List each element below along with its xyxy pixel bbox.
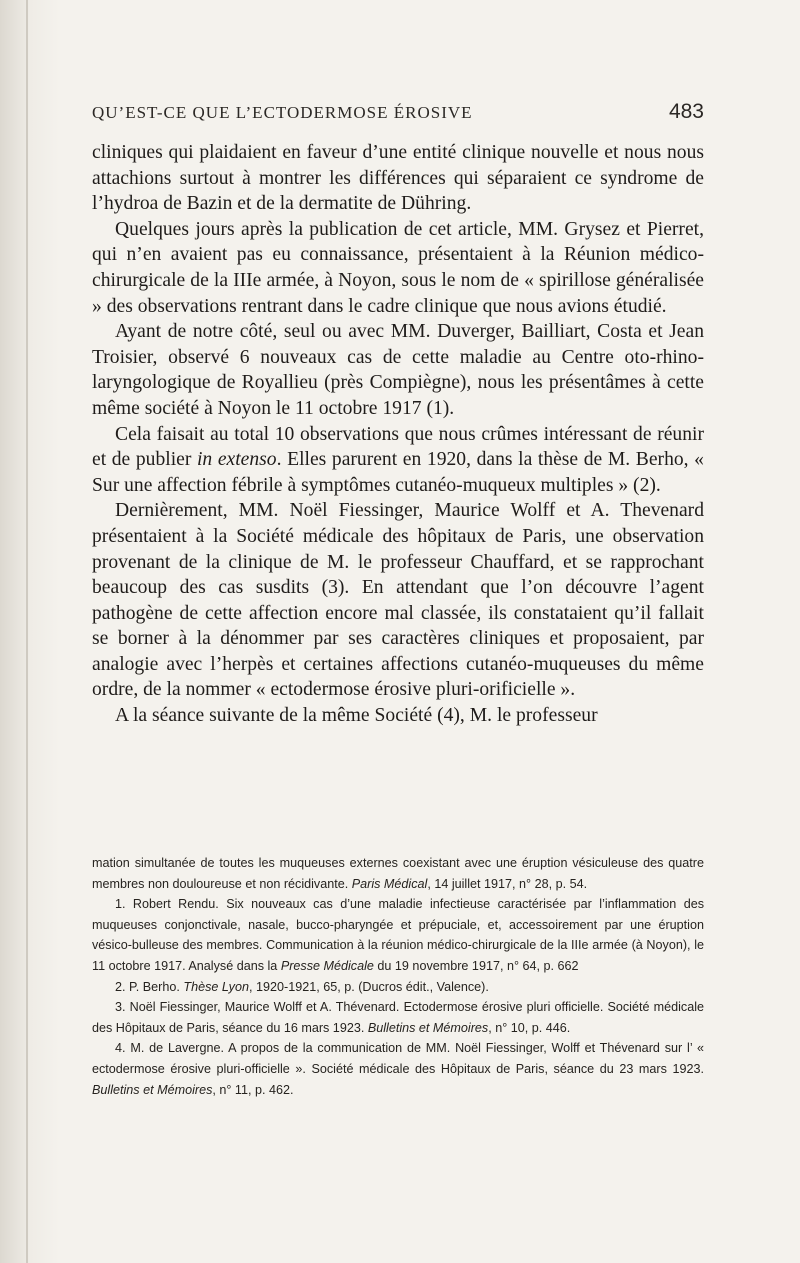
footnote-text: du 19 novembre 1917, n° 64, p. 662 [373,958,579,973]
paragraph: Quelques jours après la publication de cet article, MM. Grysez et Pierret, qui n’en avaient pas eu connaissance, présentaient à la Réunion médico-chirurgicale de la IIIe armée, à Noyon, sous le nom de « spirillose généralisée » des observations rentrant dans le cadre clinique que nous avions étudié. [92,218,704,317]
footnote-text: , n° 10, p. 446. [488,1020,571,1035]
italic-term: in extenso [196,449,277,471]
paragraph [92,422,704,499]
journal-title: Presse Médicale [280,958,374,973]
journal-title: Bulletins et Mémoires [92,1082,213,1097]
paragraph: A la séance suivante de la même Société (4), M. le professeur [115,705,598,727]
footnote-text: 1. Robert Rendu. Six nouveaux cas d’une maladie infectieuse caractérisée par l’inflammation des muqueuses conjonctivale, nasale, bucco-pharyngée et prépuciale, et, accessoirement par une éruption vésico-bulleuse des membres. Communication à la réunion médico-chirurgicale de la IIIe armée (à Noyon), le 11 octobre 1917. Analysé dans la [92,897,704,973]
main-text [92,140,704,729]
footnote-text: 3. Noël Fiessinger, Maurice Wolff et A. Thévenard. Ectodermose érosive pluri officielle. Société médicale des Hôpitaux de Paris, séance du 16 mars 1923. [92,1000,704,1035]
page-number: 483 [668,100,704,123]
footnote [92,997,704,1038]
paragraph: Ayant de notre côté, seul ou avec MM. Duverger, Bailliart, Costa et Jean Troisier, observé 6 nouveaux cas de cette maladie au Centre oto-rhino-laryngologique de Royallieu (près Compiègne), nous les présentâmes à cette même société à Noyon le 11 octobre 1917 (1). [92,321,704,419]
footnote [92,1038,704,1100]
footnote-text: , 14 juillet 1917, n° 28, p. 54. [427,876,588,891]
footnote-text: , 1920-1921, 65, p. (Ducros édit., Valence). [248,979,489,994]
journal-title: Bulletins et Mémoires [367,1020,489,1035]
running-header [92,100,704,132]
footnote-text: , n° 11, p. 462. [212,1082,294,1097]
journal-title: Paris Médical [351,876,428,891]
footnote-text: 4. M. de Lavergne. A propos de la communication de MM. Noël Fiessinger, Wolff et Thévenard sur l’ « ectodermose érosive pluri-officielle ». Société médicale des Hôpitaux de Paris, séance du 23 mars 1923. [92,1041,704,1076]
footnote [92,977,704,998]
footnote-continuation [92,853,704,894]
paragraph-text: . Elles parurent en 1920, dans la thèse de M. Berho, « Sur une affection fébrile à symptômes cutanéo-muqueux multiples » (2). [92,449,704,496]
paragraph: cliniques qui plaidaient en faveur d’une entité clinique nouvelle et nous nous attachions surtout à montrer les différences qui séparaient ce syndrome de l’hydroa de Bazin et de la dermatite de Dühring. [92,142,704,215]
running-title: QU’EST-CE QUE L’ECTODERMOSE ÉROSIVE [92,103,473,122]
footnote-text: mation simultanée de toutes les muqueuses externes coexistant avec une éruption vésiculeuse des quatre membres non douloureuse et non récidivante. [92,856,704,891]
journal-title: Thèse Lyon [183,979,249,994]
page-edge-shadow [26,0,28,1263]
footnotes [92,853,704,1100]
footnote-text: 2. P. Berho. [115,979,184,994]
footnote [92,894,704,976]
paragraph: Dernièrement, MM. Noël Fiessinger, Maurice Wolff et A. Thevenard présentaient à la Société médicale des hôpitaux de Paris, une observation provenant de la clinique de M. le professeur Chauffard, et se rapprochant beaucoup des cas susdits (3). En attendant que l’on découvre l’agent pathogène de cette affection encore mal classée, ils constataient qu’il fallait se borner à la dénommer par ses caractères cliniques et proposaient, par analogie avec l’herpès et certaines affections cutanéo-muqueuses du même ordre, de la nommer « ectodermose érosive pluri-orificielle ». [92,500,704,701]
paragraph-text: Cela faisait au total 10 observations que nous crûmes intéressant de réunir et de publier [92,423,704,471]
